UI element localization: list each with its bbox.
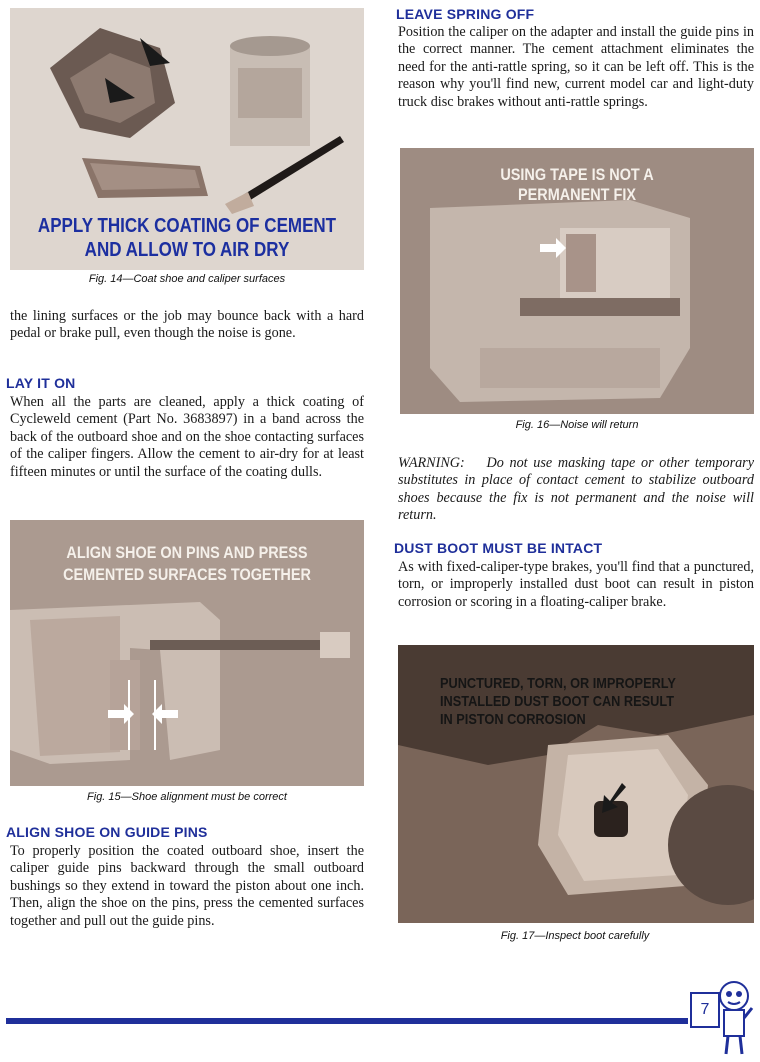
mascot-icon	[714, 978, 756, 1058]
fig16-overlay-line2: PERMANENT FIX	[517, 185, 637, 204]
fig14-overlay-line1: APPLY THICK COATING OF CEMENT	[37, 215, 337, 237]
fig17-photo	[398, 645, 754, 923]
fig14-photo	[10, 8, 364, 270]
fig16-photo	[400, 148, 754, 414]
lay-it-on-heading: LAY IT ON	[6, 375, 76, 391]
fig17-overlay-line1: PUNCTURED, TORN, OR IMPROPERLY	[440, 675, 676, 692]
fig15-overlay-line2: CEMENTED SURFACES TOGETHER	[63, 565, 311, 584]
lay-it-on-body: When all the parts are cleaned, apply a thick coating of Cycleweld cement (Part No. 3683897) in a band across the back of the outboard shoe and on the shoe contacting surfaces of the caliper fingers. Allow the cement to air-dry for at least fifteen minutes or until the surface of the coating dulls.	[10, 394, 364, 480]
warning-text: Do not use masking tape or other temporary substitutes in place of contact cement to stabilize outboard shoes because the fix is not permanent and the noise will return.	[398, 455, 755, 524]
fig15-overlay-line1: ALIGN SHOE ON PINS AND PRESS	[66, 543, 308, 562]
leave-spring-off-heading: LEAVE SPRING OFF	[396, 6, 535, 22]
warning-label: WARNING:	[398, 455, 465, 471]
fig15-caption: Fig. 15—Shoe alignment must be correct	[87, 791, 287, 803]
fig15-photo	[10, 520, 364, 786]
dust-boot-heading: DUST BOOT MUST BE INTACT	[394, 540, 603, 556]
fig14-caption: Fig. 14—Coat shoe and caliper surfaces	[88, 273, 286, 285]
fig17-caption: Fig. 17—Inspect boot carefully	[500, 930, 650, 942]
align-shoe-body: To properly position the coated outboard shoe, insert the caliper guide pins backward through the small outboard bushings so they extend in toward the piston about one inch. Then, align the shoe on the pins, press the cemented surfaces together and pull out the guide pins.	[10, 843, 364, 929]
align-shoe-heading: ALIGN SHOE ON GUIDE PINS	[6, 824, 208, 840]
fig14-overlay-line2: AND ALLOW TO AIR DRY	[84, 239, 290, 261]
warning-paragraph	[398, 455, 754, 525]
fig17-overlay-line2: INSTALLED DUST BOOT CAN RESULT	[440, 693, 674, 710]
fig16-overlay-line1: USING TAPE IS NOT A	[500, 165, 654, 184]
page-number: 7	[690, 992, 720, 1028]
fig16-caption: Fig. 16—Noise will return	[515, 419, 639, 431]
fig17-overlay-line3: IN PISTON CORROSION	[440, 711, 586, 728]
leave-spring-off-body: Position the caliper on the adapter and install the guide pins in the correct manner. The cement attachment eliminates the need for the anti-rattle spring, so it can be left off. This is the reason why you'll find new, current model car and light-duty truck disc brakes without anti-rattle springs.	[398, 24, 754, 110]
footer-rule	[6, 1018, 688, 1024]
intro-paragraph: the lining surfaces or the job may bounce back with a hard pedal or brake pull, even though the noise is gone.	[10, 308, 364, 342]
dust-boot-body: As with fixed-caliper-type brakes, you'll find that a punctured, torn, or improperly installed dust boot can result in piston corrosion or scoring in a floating-caliper brake.	[398, 559, 754, 610]
